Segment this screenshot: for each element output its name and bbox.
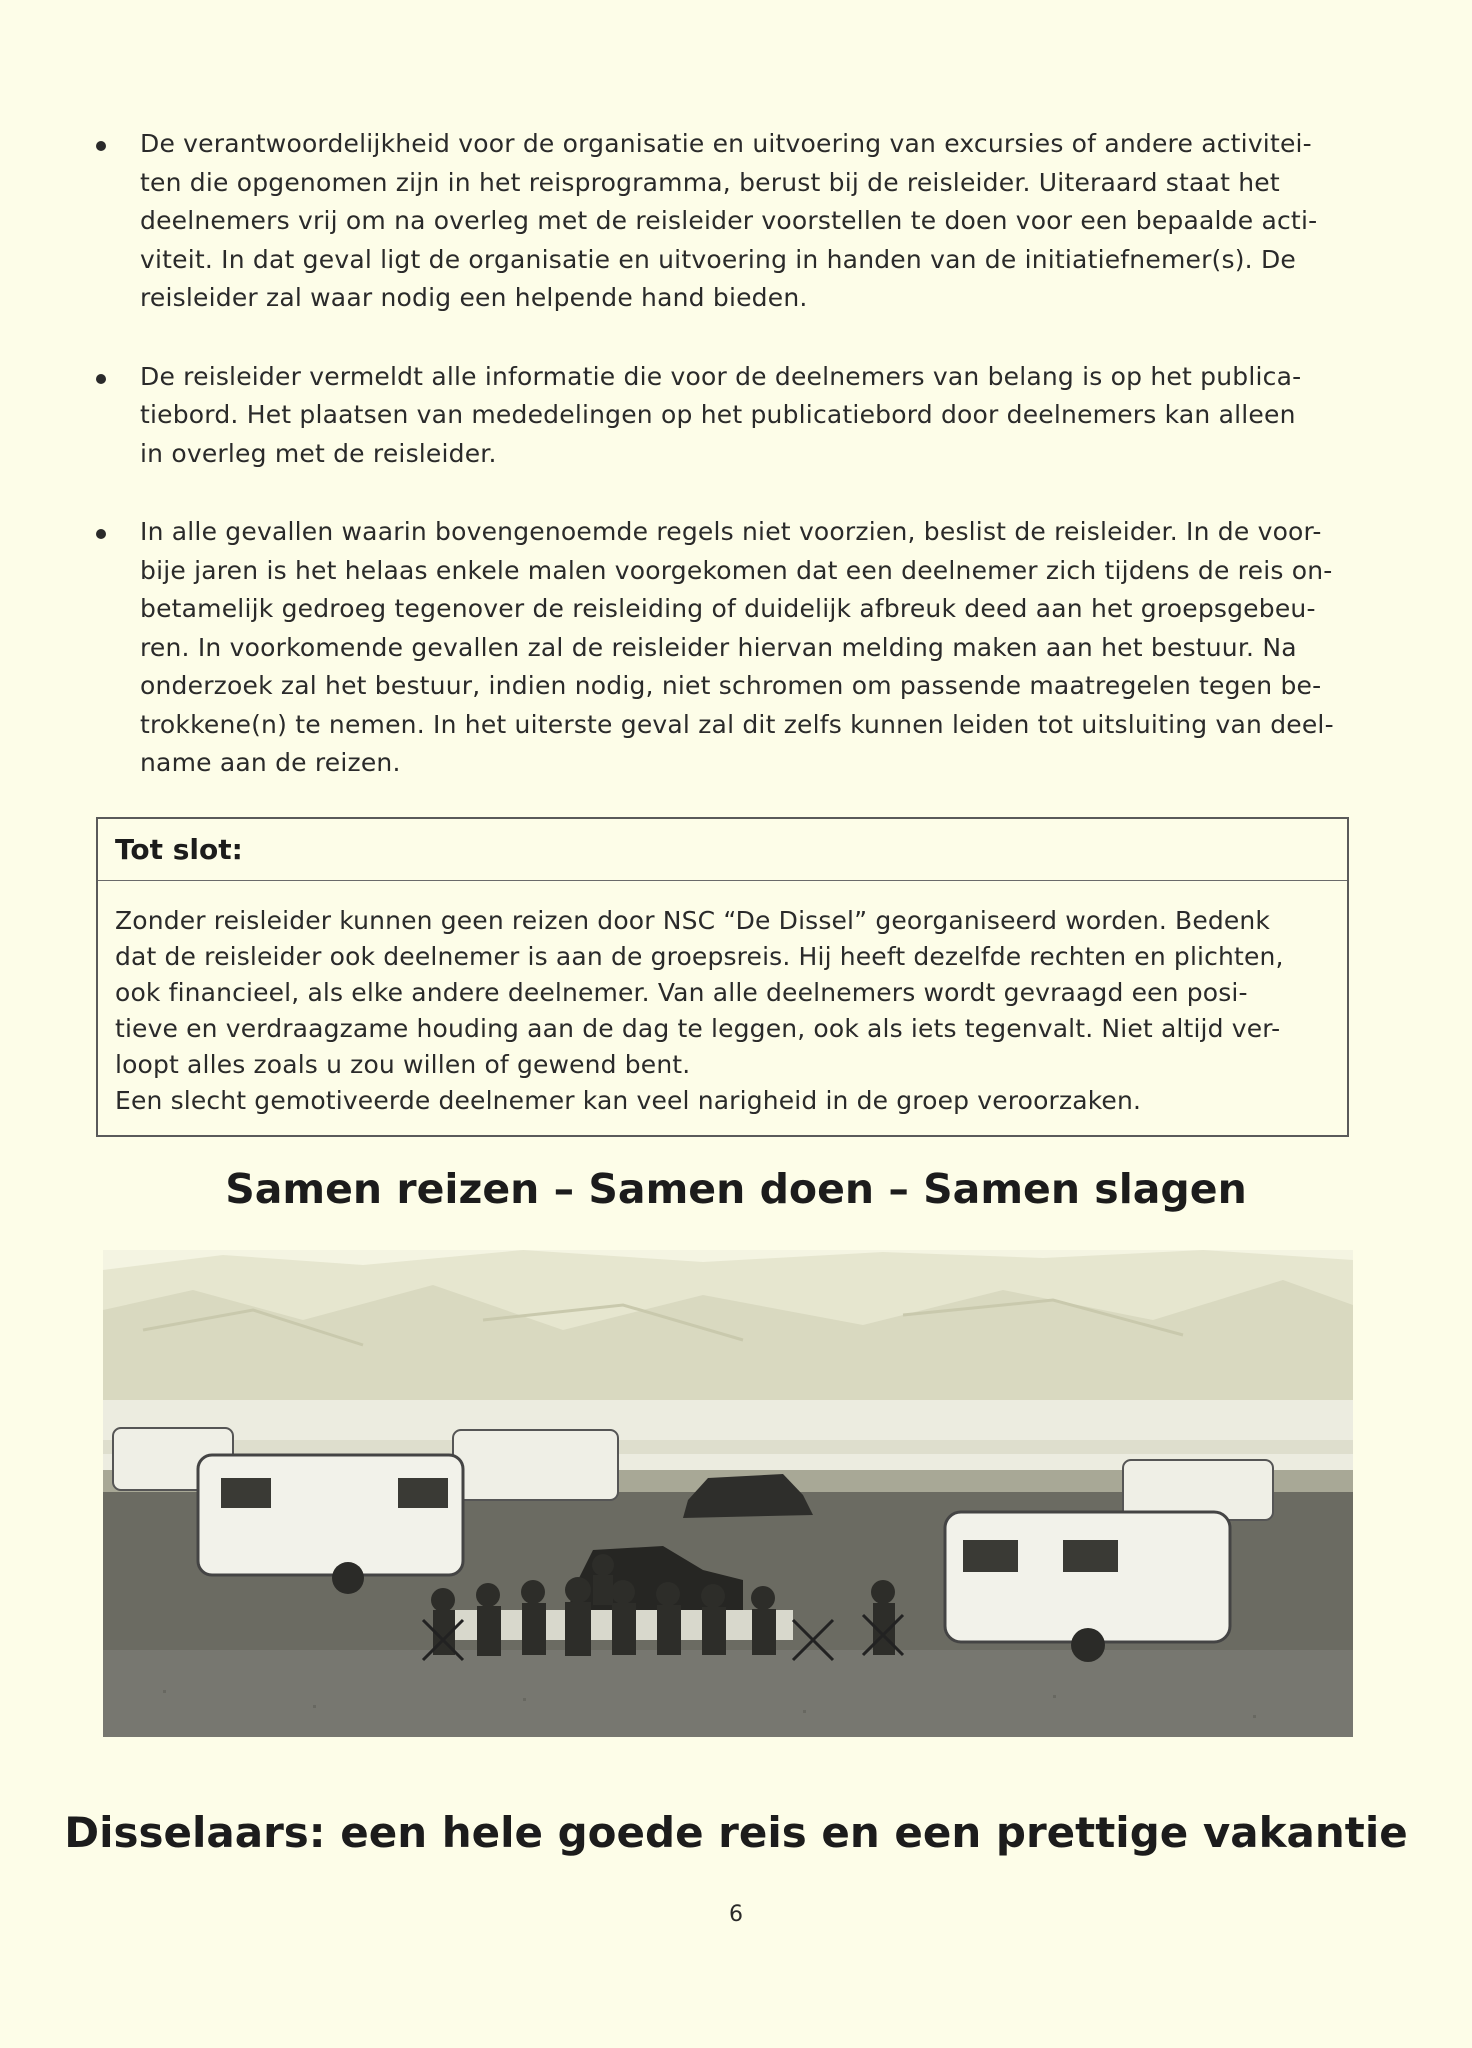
bullet-dot-icon [96, 374, 106, 384]
bullet-dot-icon [96, 529, 106, 539]
bullet-list [96, 125, 1366, 823]
bullet-item [96, 513, 1366, 783]
farewell-heading: Disselaars: een hele goede reis en een prettige vakantie [64, 1808, 1408, 1857]
bullet-item [96, 358, 1366, 474]
closing-note-title: Tot slot: [115, 833, 243, 866]
closing-note-header [98, 819, 1347, 881]
bullet-text: De reisleider vermeldt alle informatie die voor de deelnemers van belang is op het publica- tiebord. Het plaatsen van mededelingen op het publicatiebord door deelnemers kan alleen in overleg met de reisleider. [140, 361, 1302, 468]
closing-note-box [96, 817, 1349, 1137]
bullet-text: De verantwoordelijkheid voor de organisatie en uitvoering van excursies of andere activitei- ten die opgenomen zijn in het reisprogramma, berust bij de reisleider. Uiteraard staat het deelnemers vrij om na overleg met de reisleider voorstellen te doen voor een bepaalde acti- viteit. In dat geval ligt de organisatie en uitvoering in handen van de initiatiefnemer(s). De reisleider zal waar nodig een helpende hand bieden. [140, 129, 1318, 312]
motto-heading: Samen reizen – Samen doen – Samen slagen [225, 1165, 1247, 1213]
bullet-dot-icon [96, 141, 106, 151]
bullet-text: In alle gevallen waarin bovengenoemde regels niet voorzien, beslist de reisleider. In de voor- bije jaren is het helaas enkele malen voorgekomen dat een deelnemer zich tijdens de reis on- betamelijk gedroeg tegenover de reisleiding of duidelijk afbreuk deed aan het groepsgebeu- ren. In voorkomende gevallen zal de reisleider hiervan melding maken aan het bestuur. Na onderzoek zal het bestuur, indien nodig, niet schromen om passende maatregelen tegen be- trokkene(n) te nemen. In het uiterste geval zal dit zelfs kunnen leiden tot uitsluiting van deel- name aan de reizen. [140, 517, 1334, 777]
campsite-photo [103, 1250, 1353, 1737]
page-number: 6 [729, 1902, 743, 1927]
bullet-item [96, 125, 1366, 318]
closing-note-body: Zonder reisleider kunnen geen reizen door NSC “De Dissel” georganiseerd worden. Bedenk dat de reisleider ook deelnemer is aan de groepsreis. Hij heeft dezelfde rechten en plichten, ook financieel, als elke andere deelnemer. Van alle deelnemers wordt gevraagd een posi- tieve en verdraagzame houding aan de dag te leggen, ook als iets tegenvalt. Niet altijd ver- loopt alles zoals u zou willen of gewend bent. Een slecht gemotiveerde deelnemer kan veel narigheid in de groep veroorzaken. [115, 906, 1284, 1115]
